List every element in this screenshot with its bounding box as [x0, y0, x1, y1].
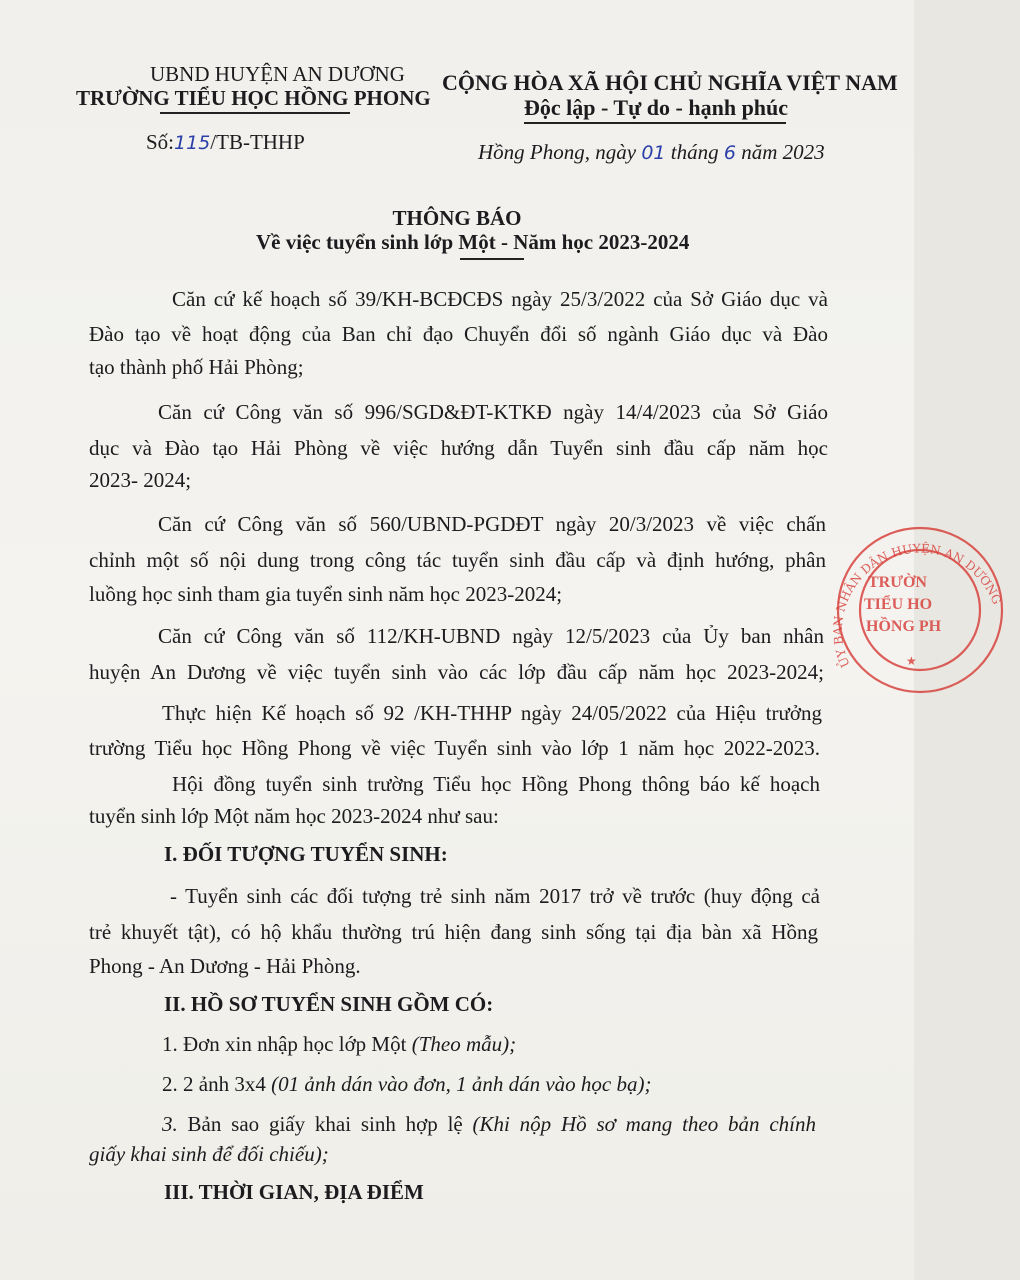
paragraph-1-line-2: Đào tạo về hoạt động của Ban chỉ đạo Chuyển đổi số ngành Giáo dục và Đào	[89, 322, 828, 346]
section-1-line-2: trẻ khuyết tật), có hộ khẩu thường trú hiện đang sinh sống tại địa bàn xã Hồng	[89, 920, 818, 944]
date-prefix: Hồng Phong, ngày	[478, 140, 642, 164]
paragraph-3-line-2: chỉnh một số nội dung trong công tác tuyển sinh đầu cấp và định hướng, phân	[89, 548, 826, 572]
stamp-ring-text: ỦY BAN NHÂN DÂN HUYỆN AN DƯƠNG	[830, 541, 1005, 670]
paragraph-4-line-1: Căn cứ Công văn số 112/KH-UBND ngày 12/5/2023 của Ủy ban nhân	[158, 624, 824, 648]
paragraph-1-line-1: Căn cứ kế hoạch số 39/KH-BCĐCĐS ngày 25/3/2022 của Sở Giáo dục và	[172, 287, 828, 311]
issuer-authority: UBND HUYỆN AN DƯƠNG	[150, 62, 405, 86]
paragraph-3-line-1: Căn cứ Công văn số 560/UBND-PGDĐT ngày 20/3/2023 về việc chấn	[158, 512, 826, 536]
paragraph-3-line-3: luồng học sinh tham gia tuyển sinh năm học 2023-2024;	[89, 582, 563, 606]
section-2-item-3	[162, 1110, 816, 1138]
issuer-underline	[160, 112, 350, 114]
document-number-handwritten: 115	[174, 132, 211, 154]
item-3-note: (Khi nộp Hồ sơ mang theo bản chính	[472, 1112, 816, 1136]
section-3-heading: III. THỜI GIAN, ĐỊA ĐIỂM	[164, 1180, 424, 1204]
paragraph-5-line-2: trường Tiểu học Hồng Phong về việc Tuyển sinh vào lớp 1 năm học 2022-2023.	[89, 736, 820, 760]
section-2-item-2	[162, 1070, 651, 1098]
date-month-handwritten: 6	[723, 142, 736, 164]
paragraph-4-line-2: huyện An Dương về việc tuyển sinh vào các lớp đầu cấp năm học 2023-2024;	[89, 660, 824, 684]
star-icon: ★	[906, 654, 917, 668]
paragraph-2-line-3: 2023- 2024;	[89, 468, 192, 492]
document-date	[478, 140, 825, 165]
document-subtitle: Về việc tuyển sinh lớp Một - Năm học 2023-2024	[256, 230, 690, 254]
paragraph-6-line-2: tuyển sinh lớp Một năm học 2023-2024 như sau:	[89, 804, 499, 828]
section-1-heading: I. ĐỐI TƯỢNG TUYỂN SINH:	[164, 842, 448, 866]
date-suffix: năm 2023	[735, 140, 825, 164]
paragraph-2-line-2: dục và Đào tạo Hải Phòng về việc hướng dẫn Tuyển sinh đầu cấp năm học	[89, 436, 828, 460]
section-1-line-1: - Tuyển sinh các đối tượng trẻ sinh năm 2017 trở về trước (huy động cả	[170, 884, 820, 908]
section-2-item-3-line-2: giấy khai sinh để đối chiếu);	[89, 1142, 329, 1166]
official-stamp	[820, 525, 1020, 695]
item-2-note: (01 ảnh dán vào đơn, 1 ảnh dán vào học bạ);	[271, 1072, 652, 1096]
paragraph-6-line-1: Hội đồng tuyển sinh trường Tiểu học Hồng Phong thông báo kế hoạch	[172, 772, 820, 796]
document-number	[146, 130, 305, 155]
paragraph-2-line-1: Căn cứ Công văn số 996/SGD&ĐT-KTKĐ ngày 14/4/2023 của Sở Giáo	[158, 400, 828, 424]
section-2-item-1	[162, 1030, 516, 1058]
section-2-heading: II. HỒ SƠ TUYỂN SINH GỒM CÓ:	[164, 992, 494, 1016]
subtitle-underline	[460, 258, 524, 260]
item-1-note: (Theo mẫu);	[411, 1032, 517, 1056]
document-number-prefix: Số:	[146, 130, 175, 154]
date-day-handwritten: 01	[641, 142, 666, 164]
stamp-line-3: HỒNG PH	[866, 618, 942, 635]
date-middle: tháng	[665, 140, 724, 164]
item-3-text: Bản sao giấy khai sinh hợp lệ	[177, 1112, 473, 1136]
document-number-suffix: /TB-THHP	[210, 130, 305, 154]
national-title: CỘNG HÒA XÃ HỘI CHỦ NGHĨA VIỆT NAM	[442, 70, 898, 95]
section-1-line-3: Phong - An Dương - Hải Phòng.	[89, 954, 361, 978]
document-title: THÔNG BÁO	[392, 206, 522, 230]
motto-underline	[524, 122, 786, 124]
stamp-line-1: TRƯỜN	[868, 574, 927, 591]
stamp-line-2: TIỂU HO	[864, 596, 933, 613]
item-3-number: 3.	[162, 1112, 178, 1136]
national-motto: Độc lập - Tự do - hạnh phúc	[524, 95, 789, 120]
paragraph-5-line-1: Thực hiện Kế hoạch số 92 /KH-THHP ngày 24/05/2022 của Hiệu trưởng	[162, 701, 822, 725]
issuer-school: TRƯỜNG TIỂU HỌC HỒNG PHONG	[76, 86, 431, 110]
item-1-text: 1. Đơn xin nhập học lớp Một	[162, 1032, 412, 1056]
paragraph-1-line-3: tạo thành phố Hải Phòng;	[89, 355, 304, 379]
item-2-text: 2. 2 ảnh 3x4	[162, 1072, 272, 1096]
